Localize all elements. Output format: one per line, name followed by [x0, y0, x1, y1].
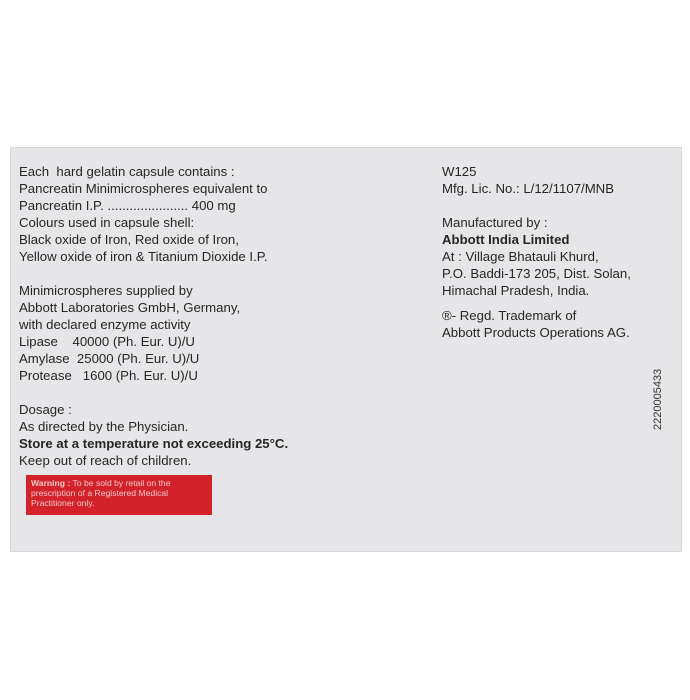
manufactured-by-label: Manufactured by : — [442, 215, 548, 230]
composition-line: Pancreatin Minimicrospheres equivalent to — [19, 181, 268, 196]
supply-line: Minimicrospheres supplied by — [19, 283, 193, 298]
left-text-column — [19, 163, 339, 469]
warning-label: Warning : — [31, 478, 71, 488]
composition-line: Colours used in capsule shell: — [19, 215, 195, 230]
enzyme-line: Protease 1600 (Ph. Eur. U)/U — [19, 368, 198, 383]
trademark-line: Abbott Products Operations AG. — [442, 325, 630, 340]
spacer — [19, 384, 339, 401]
spacer — [442, 299, 672, 307]
warning-text: To be sold by retail on the prescription of a Registered Medical Practitioner only. — [31, 478, 171, 508]
batch-code: W125 — [442, 164, 477, 179]
right-text-column — [442, 163, 672, 341]
enzyme-line: Lipase 40000 (Ph. Eur. U)/U — [19, 334, 195, 349]
spacer — [19, 265, 339, 282]
composition-line: Yellow oxide of iron & Titanium Dioxide I.P. — [19, 249, 268, 264]
vertical-product-code: 2220005433 — [652, 368, 664, 430]
supply-line: Abbott Laboratories GmbH, Germany, — [19, 300, 241, 315]
supply-line: with declared enzyme activity — [19, 317, 191, 332]
license-number: Mfg. Lic. No.: L/12/1107/MNB — [442, 181, 615, 196]
manufacturer-name: Abbott India Limited — [442, 232, 570, 247]
storage-text: Store at a temperature not exceeding 25°C. — [19, 436, 289, 451]
dosage-text: As directed by the Physician. — [19, 419, 189, 434]
children-warning-text: Keep out of reach of children. — [19, 453, 192, 468]
address-line: Himachal Pradesh, India. — [442, 283, 590, 298]
trademark-line: ®- Regd. Trademark of — [442, 308, 577, 323]
medicine-carton-panel — [10, 147, 682, 552]
enzyme-line: Amylase 25000 (Ph. Eur. U)/U — [19, 351, 200, 366]
dosage-label: Dosage : — [19, 402, 72, 417]
address-line: P.O. Baddi-173 205, Dist. Solan, — [442, 266, 631, 281]
spacer — [442, 197, 672, 214]
composition-line: Pancreatin I.P. ...................... 400 mg — [19, 198, 236, 213]
prescription-warning-box — [26, 475, 212, 515]
composition-line: Each hard gelatin capsule contains : — [19, 164, 235, 179]
composition-line: Black oxide of Iron, Red oxide of Iron, — [19, 232, 239, 247]
address-line: At : Village Bhatauli Khurd, — [442, 249, 599, 264]
